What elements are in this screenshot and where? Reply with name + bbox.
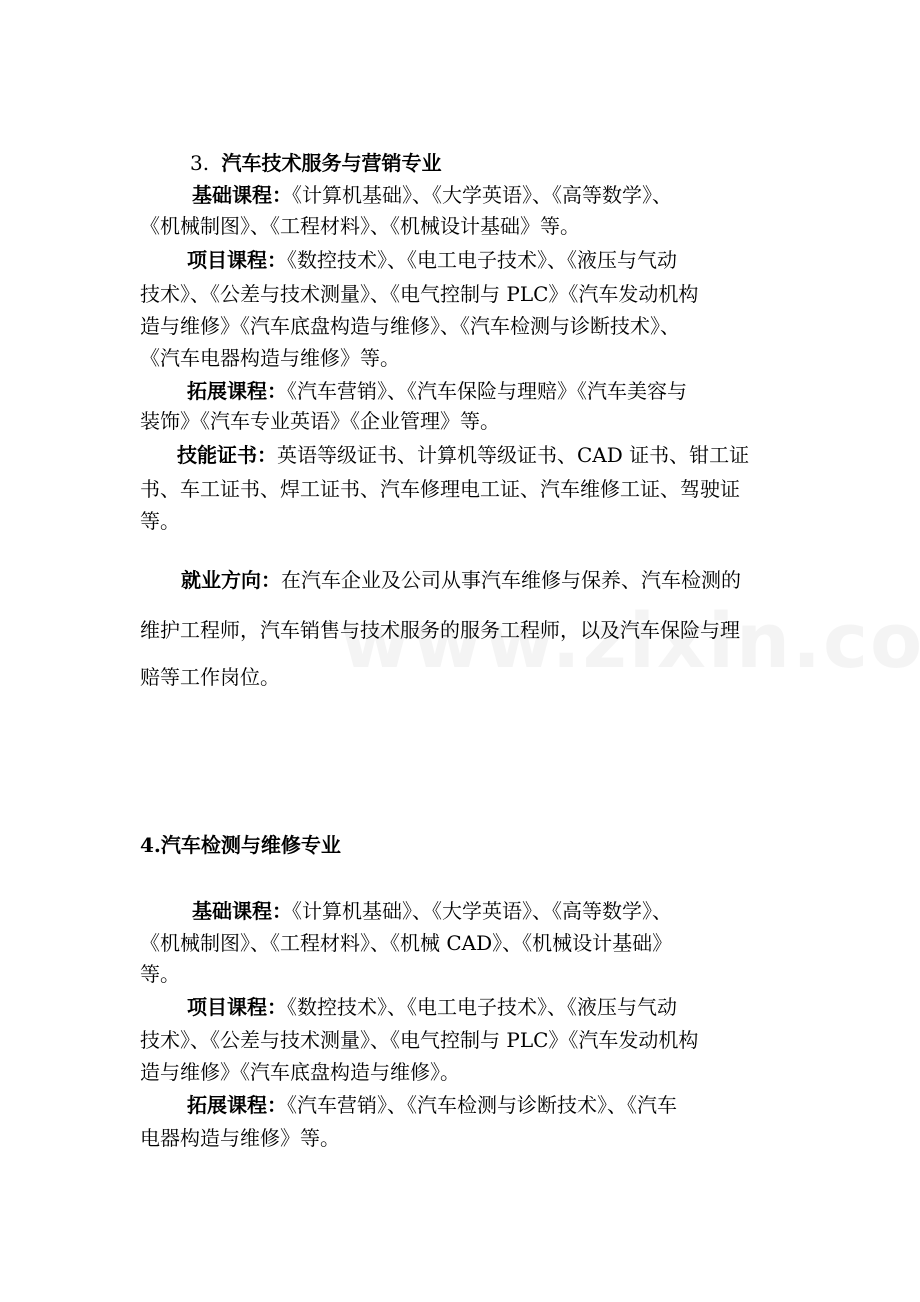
s4-basic-line-3: 等。 <box>140 962 180 986</box>
s4-project-line-1: 项目课程：《数控技术》、《电工电子技术》、《液压与气动 <box>187 995 677 1019</box>
section-3-heading <box>190 150 840 176</box>
s4-project-line-2: 技术》、《公差与技术测量》、《电气控制与 PLC》《汽车发动机构 <box>140 1028 699 1052</box>
s4-basic-line-2: 《机械制图》、《工程材料》、《机械 CAD》、《机械设计基础》 <box>140 931 673 955</box>
s4-project-line-3: 造与维修》《汽车底盘构造与维修》。 <box>140 1060 460 1084</box>
s3-extended-label: 拓展课程： <box>187 379 287 403</box>
s3-project-line-3: 造与维修》《汽车底盘构造与维修》、《汽车检测与诊断技术》、 <box>140 314 680 338</box>
s3-project-line-2: 技术》、《公差与技术测量》、《电气控制与 PLC》《汽车发动机构 <box>140 282 699 306</box>
s4-extended-label: 拓展课程： <box>187 1093 287 1117</box>
s4-extended-line-2: 电器构造与维修》等。 <box>140 1126 340 1150</box>
s3-career-label: 就业方向： <box>181 568 281 592</box>
s3-project-line-1: 项目课程：《数控技术》、《电工电子技术》、《液压与气动 <box>187 248 677 272</box>
section-4-title: 4.汽车检测与维修专业 <box>140 833 341 857</box>
s3-extended-line-1: 拓展课程：《汽车营销》、《汽车保险与理赔》《汽车美容与 <box>187 379 687 403</box>
s3-career-line-3: 赔等工作岗位。 <box>140 665 280 689</box>
s4-basic-line-1: 基础课程：《计算机基础》、《大学英语》、《高等数学》、 <box>192 899 672 923</box>
s3-career-line-2: 维护工程师，汽车销售与技术服务的服务工程师，以及汽车保险与理 <box>140 618 740 642</box>
s3-basic-line-2: 《机械制图》、《工程材料》、《机械设计基础》等。 <box>140 214 580 238</box>
s3-basic-line-1: 基础课程：《计算机基础》、《大学英语》、《高等数学》、 <box>192 183 672 207</box>
section-3-title: 汽车技术服务与营销专业 <box>221 151 442 175</box>
s4-project-label: 项目课程： <box>187 995 287 1019</box>
s3-certs-line-2: 书、车工证书、焊工证书、汽车修理电工证、汽车维修工证、驾驶证 <box>140 477 740 501</box>
s4-basic-label: 基础课程： <box>192 899 292 923</box>
s3-project-line-4: 《汽车电器构造与维修》等。 <box>140 346 400 370</box>
s3-certs-line-1: 技能证书：英语等级证书、计算机等级证书、CAD 证书、钳工证 <box>177 443 750 467</box>
s3-project-label: 项目课程： <box>187 248 287 272</box>
s3-extended-line-2: 装饰》《汽车专业英语》《企业管理》等。 <box>140 409 500 433</box>
s4-extended-line-1: 拓展课程：《汽车营销》、《汽车检测与诊断技术》、《汽车 <box>187 1093 677 1117</box>
s3-certs-line-3: 等。 <box>140 509 180 533</box>
s3-certs-label: 技能证书： <box>177 443 277 467</box>
s3-basic-label: 基础课程： <box>192 183 292 207</box>
section-3-number: 3. <box>190 151 210 175</box>
s3-career-line-1: 就业方向：在汽车企业及公司从事汽车维修与保养、汽车检测的 <box>181 568 741 592</box>
